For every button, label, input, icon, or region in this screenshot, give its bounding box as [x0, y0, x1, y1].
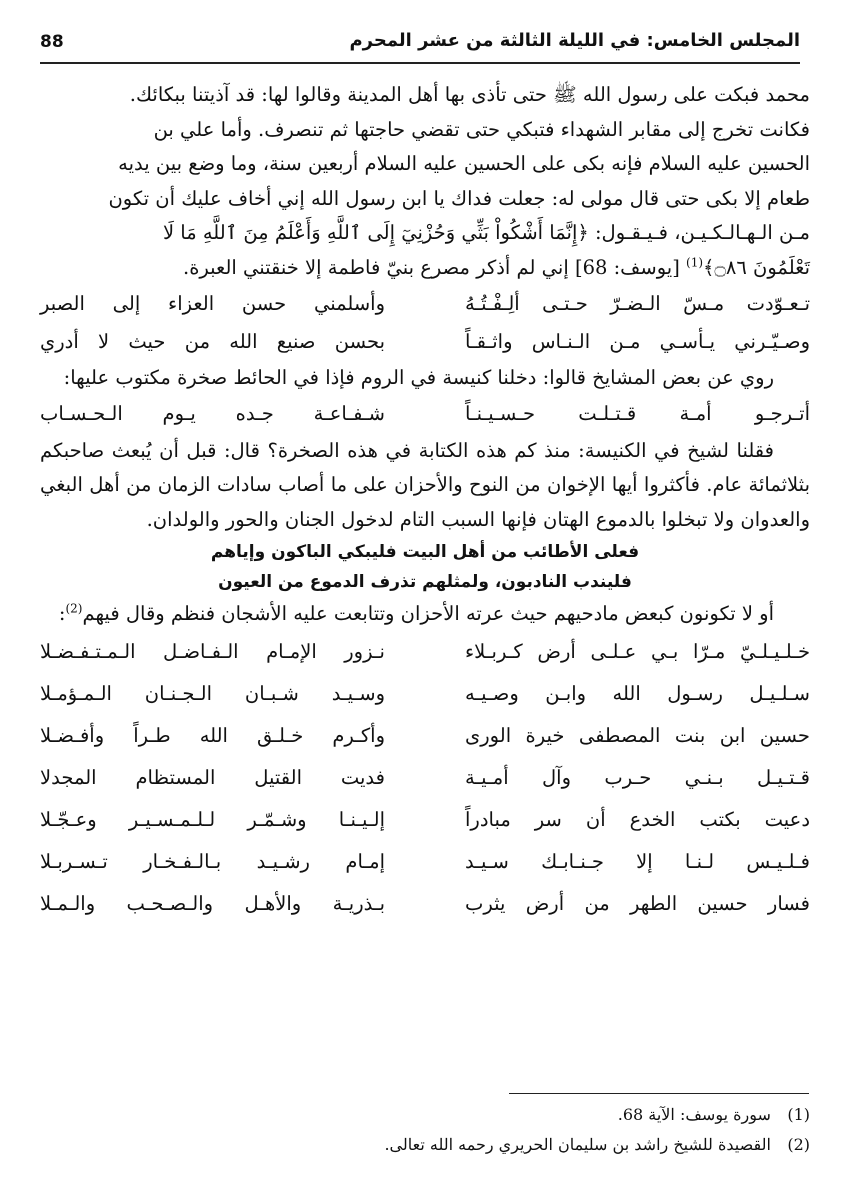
verse-first-hemistich: قـتـيـل بـنـي حـرب وآل أمـيـة [465, 766, 810, 790]
verse-line [40, 842, 810, 884]
paragraph-1 [40, 78, 810, 285]
running-title: المجلس الخامس: في الليلة الثالثة من عشر المحرم [349, 30, 800, 51]
footnote [40, 1130, 810, 1160]
footnotes [40, 1100, 810, 1160]
poem-heading-line: فعلى الأطائب من أهل البيت فليبكي الباكون وإياهم [210, 542, 640, 562]
page-header [40, 28, 800, 64]
verse-first-hemistich: سـلـيـل رسـول الله وابـن وصـيـه [465, 682, 810, 706]
verse-second-hemistich: وأكـرم خـلـق الله طـراً وأفـضـلا [40, 724, 385, 748]
verse-line [40, 758, 810, 800]
verse-second-hemistich: إلـيـنـا وشـمّـر لـلـمـسـيـر وعـجّـلا [40, 808, 385, 832]
footnote-text: القصيدة للشيخ راشد بن سليمان الحريري رحمه الله تعالى. [384, 1135, 771, 1154]
verse-block-1 [40, 285, 810, 361]
page-body [40, 78, 810, 926]
verse-line [40, 396, 810, 434]
footnote-ref[interactable]: (2) [65, 601, 83, 616]
verse-second-hemistich: إمـام رشـيـد بـالـفـخـار تـسـربـلا [40, 850, 385, 874]
paragraph-tail: : [58, 602, 66, 625]
paragraph-line: مـن الـهـالـكـيـن، فـيـقـول: ﴿إِنَّمَا أَشْكُواْ بَثِّي وَحُزْنِيٓ إِلَى ٱللَّهِ وَأَعْلَمُ مِنَ ٱللَّهِ مَا لَا [162, 221, 810, 244]
verse-second-hemistich: نـزور الإمـام الـفـاضـل الـمـتـفـضـلا [40, 640, 385, 664]
quran-quote-end: تَعْلَمُونَ ۝٨٦﴾ [703, 255, 810, 279]
verse-second-hemistich: بـذريـة والأهـل والـصـحـب والـمـلا [40, 892, 385, 916]
paragraph-tail: [يوسف: 68] إني لم أذكر مصرع بنيّ فاطمة إلا خنقتني العبرة. [183, 255, 687, 279]
verse-first-hemistich: فـلـيـس لـنـا إلا جـنـابـك سـيـد [465, 850, 810, 874]
verse-second-hemistich: بحسن صنيع الله من حيث لا أدري [40, 329, 385, 353]
footnote-text: سورة يوسف: الآية 68. [617, 1105, 771, 1124]
verse-first-hemistich: أتـرجـو أمـة قـتـلـت حـسـيـنـاً [465, 402, 810, 426]
paragraph-line: فكانت تخرج إلى مقابر الشهداء فتبكي حتى تقضي حاجتها ثم تنصرف. وأما علي بن [153, 117, 810, 141]
paragraph-2: روي عن بعض المشايخ قالوا: دخلنا كنيسة في الروم فإذا في الحائط صخرة مكتوب عليها: [63, 366, 774, 389]
paragraph-line: طعام إلا بكى حتى قال مولى له: جعلت فداك يا ابن رسول الله إني أخاف عليك أن تكون [108, 186, 810, 210]
verse-line [40, 716, 810, 758]
verse-second-hemistich: فديت القتيل المستظام المجدلا [40, 766, 385, 790]
footnote-divider [509, 1093, 809, 1094]
paragraph-line: محمد فبكت على رسول الله ﷺ حتى تأذى بها أهل المدينة وقالوا لها: قد آذيتنا ببكائك. [129, 83, 810, 106]
verse-first-hemistich: تـعـوّدت مـسّ الـضـرّ حـتـى ألِـفْـتُـهُ [465, 291, 810, 315]
verse-second-hemistich: شـفـاعـة جـده يـوم الـحـسـاب [40, 402, 385, 426]
verse-line [40, 632, 810, 674]
paragraph-4 [40, 597, 810, 632]
verse-first-hemistich: وصـيّـرني يـأسـي مـن الـنـاس واثـقـاً [465, 329, 810, 353]
poem-block [40, 632, 810, 926]
verse-line [40, 285, 810, 323]
verse-line [40, 323, 810, 361]
paragraph-line: الحسين عليه السلام فإنه بكى على الحسين عليه السلام أربعين سنة، وما وضع بين يديه [118, 152, 810, 175]
poem-heading [40, 537, 810, 597]
verse-first-hemistich: دعيت بكتب الخدع أن سر مبادراً [465, 808, 810, 832]
footnote-ref[interactable]: (1) [686, 255, 704, 269]
verse-first-hemistich: حسين ابن بنت المصطفى خيرة الورى [465, 724, 810, 748]
poem-heading-line: فليندب النادبون، ولمثلهم تذرف الدموع من العيون [218, 572, 632, 592]
verse-first-hemistich: خـلـيـلـيّ مـرّا بـي عـلـى أرض كـربـلاء [465, 640, 810, 664]
paragraph-3: فقلنا لشيخ في الكنيسة: منذ كم هذه الكتابة في هذه الصخرة؟ قال: قبل أن يُبعث صاحبكم بثلاثمائة عام. فأكثروا أيها الإخوان من النوح والأحزان على ما أصاب سادات الزمان من أهل البغي والعدوان ولا تبخلوا بالدموع الهتان فإنها السبب التام لدخول الجنان والحور والولدان. [40, 438, 810, 531]
footnote-number: (2) [787, 1135, 810, 1154]
verse-line [40, 800, 810, 842]
footnote [40, 1100, 810, 1130]
verse-line [40, 674, 810, 716]
verse-block-2 [40, 396, 810, 434]
verse-second-hemistich: وسـيـد شـبـان الـجـنـان الـمـؤمـلا [40, 682, 385, 706]
verse-second-hemistich: وأسلمني حسن العزاء إلى الصبر [40, 291, 385, 315]
verse-line [40, 884, 810, 926]
footnote-number: (1) [787, 1105, 810, 1124]
verse-first-hemistich: فسار حسين الطهر من أرض يثرب [465, 892, 810, 916]
paragraph-text: أو لا تكونون كبعض مادحيهم حيث عرته الأحزان وتتابعت عليه الأشجان فنظم وقال فيهم [82, 602, 774, 625]
page-number: 88 [40, 32, 64, 52]
